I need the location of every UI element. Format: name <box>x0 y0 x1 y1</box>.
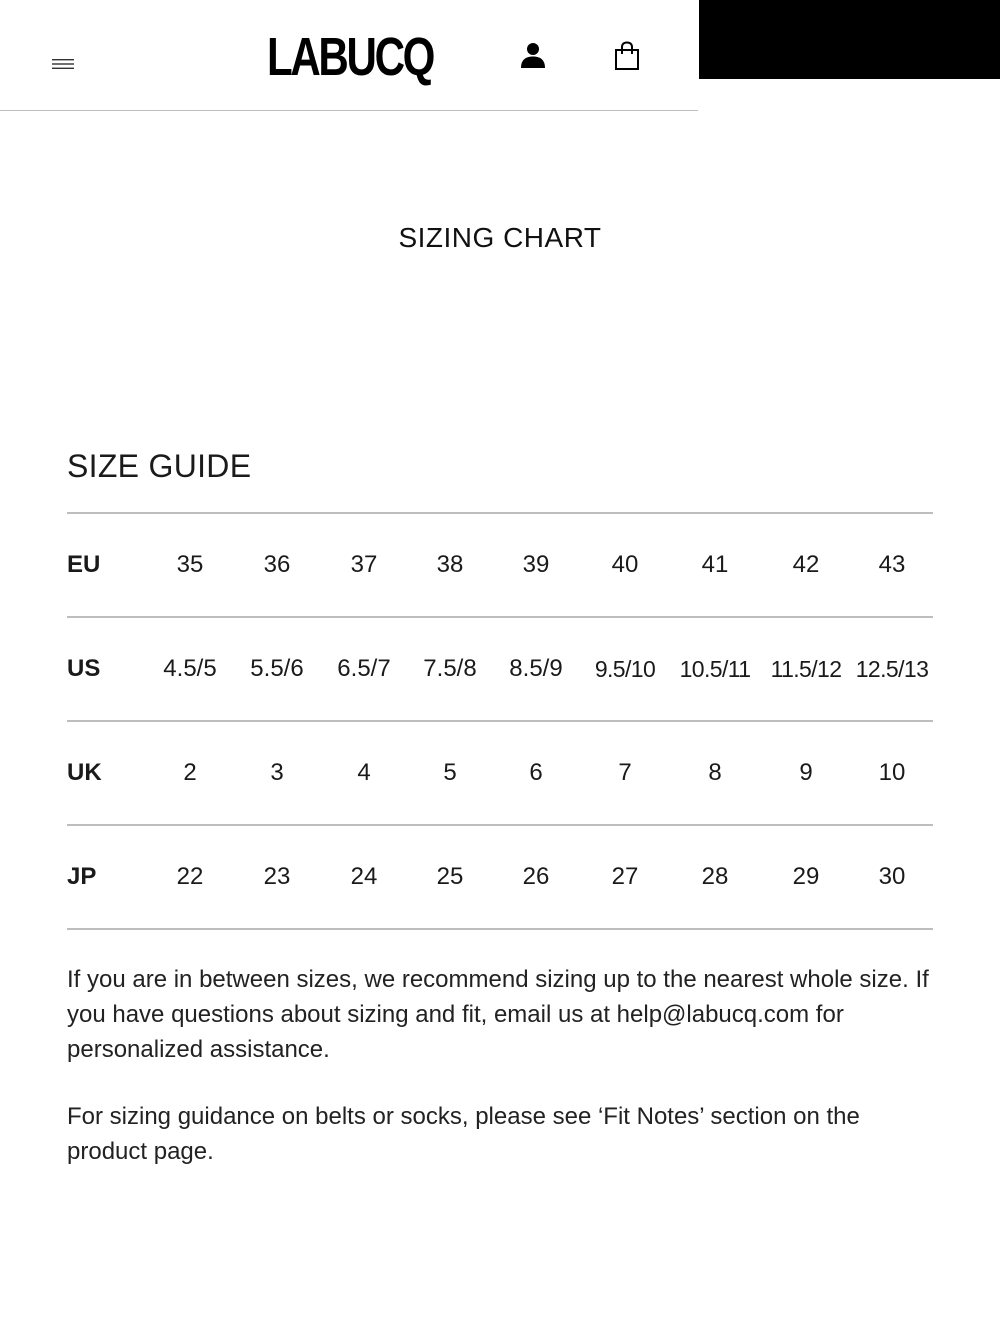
size-cell: 42 <box>792 551 820 578</box>
size-cell: 23 <box>263 863 291 890</box>
size-cell: 4 <box>357 759 371 786</box>
size-cell: 35 <box>176 551 204 578</box>
size-row-jp <box>67 826 933 930</box>
size-row-eu <box>67 514 933 618</box>
size-cell: 8.5/9 <box>509 655 563 682</box>
brand-logo[interactable]: LABUCQ <box>266 27 434 87</box>
size-table <box>67 512 933 930</box>
size-cell: 28 <box>701 863 729 890</box>
sizing-note-paragraph: If you are in between sizes, we recommend sizing up to the nearest whole size. If you have questions about sizing and fit, email us at help@labucq.com for personalized assistance. <box>67 966 929 1063</box>
size-cell: 5 <box>443 759 457 786</box>
size-cell: 25 <box>436 863 464 890</box>
size-cell: 9 <box>799 759 813 786</box>
size-cell: 29 <box>792 863 820 890</box>
size-row-label: UK <box>67 759 102 786</box>
size-cell: 7 <box>618 759 632 786</box>
size-cell: 9.5/10 <box>594 656 656 682</box>
size-row-label: JP <box>67 863 97 890</box>
sizing-note-paragraph: For sizing guidance on belts or socks, please see ‘Fit Notes’ section on the product page. <box>67 1103 860 1165</box>
size-cell: 27 <box>611 863 639 890</box>
size-cell: 24 <box>350 863 378 890</box>
size-row-us <box>67 618 933 722</box>
size-cell: 3 <box>270 759 284 786</box>
size-cell: 37 <box>350 551 378 578</box>
size-row-label: EU <box>67 551 101 578</box>
size-cell: 2 <box>183 759 197 786</box>
page-title: SIZING CHART <box>398 222 602 253</box>
size-guide-title: SIZE GUIDE <box>67 448 252 484</box>
user-icon <box>520 41 546 69</box>
size-cell: 12.5/13 <box>855 656 929 682</box>
size-cell: 5.5/6 <box>250 655 304 682</box>
black-panel <box>699 0 1000 79</box>
size-cell: 6.5/7 <box>337 655 391 682</box>
cart-button[interactable] <box>610 38 644 74</box>
shopping-bag-icon <box>614 41 640 71</box>
menu-button[interactable] <box>48 50 78 78</box>
sizing-notes <box>67 962 933 1201</box>
size-cell: 22 <box>176 863 204 890</box>
size-cell: 10 <box>878 759 906 786</box>
size-cell: 41 <box>701 551 729 578</box>
size-row-uk <box>67 722 933 826</box>
size-cell: 30 <box>878 863 906 890</box>
size-cell: 38 <box>436 551 464 578</box>
size-cell: 11.5/12 <box>770 656 842 682</box>
size-cell: 10.5/11 <box>679 656 751 682</box>
size-row-label: US <box>67 655 101 682</box>
size-cell: 43 <box>878 551 906 578</box>
size-cell: 4.5/5 <box>163 655 217 682</box>
size-cell: 26 <box>522 863 550 890</box>
size-cell: 36 <box>263 551 291 578</box>
account-button[interactable] <box>516 38 550 72</box>
size-cell: 39 <box>522 551 550 578</box>
hamburger-icon <box>51 57 75 71</box>
size-cell: 8 <box>708 759 722 786</box>
size-cell: 6 <box>529 759 543 786</box>
site-header <box>0 0 698 111</box>
size-cell: 40 <box>611 551 639 578</box>
size-cell: 7.5/8 <box>423 655 477 682</box>
